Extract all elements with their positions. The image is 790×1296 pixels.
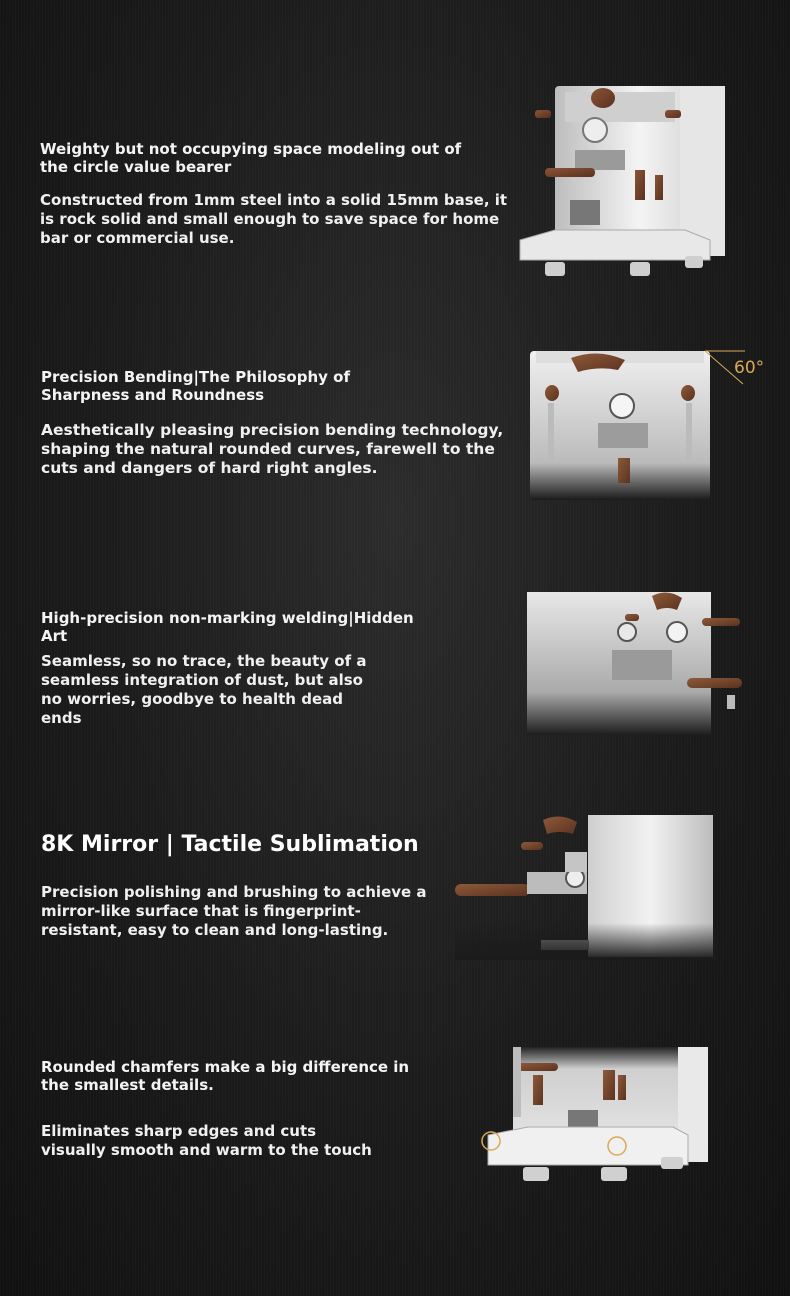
angle-60-label: 60°	[734, 358, 765, 378]
section-4-heading: 8K Mirror | Tactile Sublimation	[41, 832, 419, 857]
espresso-machine-side-angle-image	[527, 590, 745, 735]
espresso-machine-front-image	[515, 80, 730, 290]
espresso-machine-top-corner-image	[528, 348, 713, 500]
section-1-body: Constructed from 1mm steel into a solid 15mm base, it is rock solid and small enough to save space for home bar or commercial use.	[40, 191, 508, 247]
section-5-heading: Rounded chamfers make a big difference in the smallest details.	[41, 1058, 410, 1094]
section-2-body: Aesthetically pleasing precision bending technology, shaping the natural rounded curves, farewell to the cuts and dangers of hard right angles.	[41, 421, 504, 477]
espresso-machine-base-chamfer-image	[478, 1045, 713, 1190]
section-3-heading: High-precision non-marking welding|Hidden Art	[41, 609, 414, 645]
section-4-body: Precision polishing and brushing to achieve a mirror-like surface that is fingerprint-resistant, easy to clean and long-lasting.	[41, 883, 427, 939]
section-5-body: Eliminates sharp edges and cuts visually smooth and warm to the touch	[41, 1122, 372, 1159]
section-2-heading: Precision Bending|The Philosophy of Sharpness and Roundness	[41, 368, 350, 404]
section-3-body: Seamless, so no trace, the beauty of a seamless integration of dust, but also no worries, goodbye to health dead ends	[41, 652, 367, 727]
section-1-heading: Weighty but not occupying space modeling out of the circle value bearer	[40, 140, 462, 176]
espresso-machine-side-profile-image	[455, 812, 717, 960]
